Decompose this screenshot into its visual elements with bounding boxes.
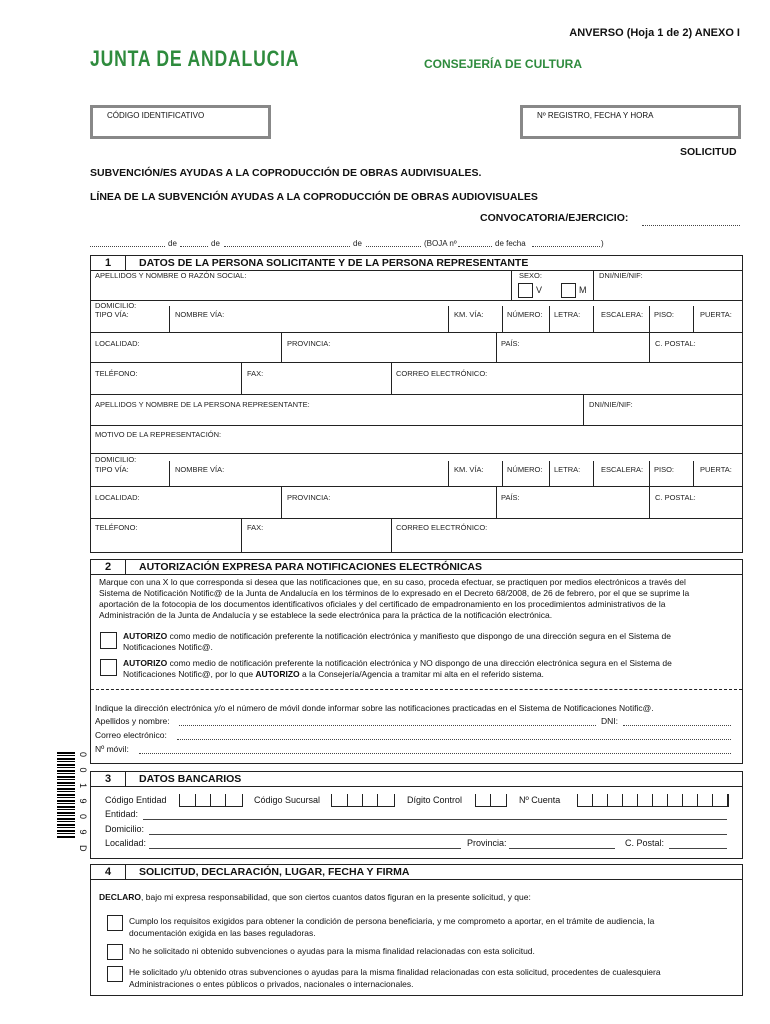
label-telefono: TELÉFONO: (95, 369, 138, 378)
label-rep-piso: PISO: (654, 465, 675, 474)
autorizo-2-checkbox[interactable] (100, 659, 117, 676)
solicitud-label: SOLICITUD (680, 146, 737, 158)
label-rep-letra: LETRA: (554, 465, 581, 474)
boja-date-field[interactable] (532, 246, 600, 247)
section-1 (90, 255, 743, 553)
label-provincia: PROVINCIA: (287, 339, 331, 348)
boja-label: (BOJA nº (424, 239, 457, 248)
section-2-number: 2 (91, 560, 126, 574)
form-title: SUBVENCIÓN/ES AYUDAS A LA COPRODUCCIÓN DE OBRAS AUDIVISUALES. (90, 167, 482, 179)
s2-intro-3: aportación de la fotocopia de los documentos identificativos oficiales y del certificado de empadronamiento en los procedimientos administrativos de la (99, 599, 666, 609)
section-2-title: AUTORIZACIÓN EXPRESA PARA NOTIFICACIONES ELECTRÓNICAS (139, 561, 483, 573)
bank-provincia-field[interactable] (509, 848, 615, 849)
s2-option-1 (123, 631, 671, 642)
label-fax: FAX: (247, 369, 264, 378)
label-rep-dni: DNI/NIE/NIF: (589, 400, 633, 409)
s2-intro-4: Administración de la Junta de Andalucía y se establece la sede electrónica para la práctica de la notificación electrónica. (99, 610, 553, 620)
bank-cuenta-cells[interactable] (577, 794, 729, 807)
label-letra: LETRA: (554, 310, 581, 319)
section-4 (90, 864, 743, 996)
autorizo-word-2: AUTORIZO (123, 658, 168, 668)
bank-entidad-code-label: Código Entidad (105, 795, 167, 805)
s2-intro-1: Marque con una X lo que corresponda si desea que las notificaciones que, en su caso, proceda efectuar, se practiquen por medios electrónicos a través del (99, 577, 686, 587)
label-pais: PAÍS: (501, 339, 520, 348)
label-puerta: PUERTA: (700, 310, 732, 319)
opt2c: a la Consejería/Agencia a tramitar mi alta en el referido sistema. (299, 669, 544, 679)
s2-indique: Indique la dirección electrónica y/o el número de móvil donde informar sobre las notificaciones practicadas en el Sistema de Notificaciones Notific@. (95, 703, 654, 713)
autorizo-word: AUTORIZO (123, 631, 168, 641)
s2-movil-label: Nº móvil: (95, 744, 129, 754)
section-1-number: 1 (91, 256, 126, 270)
label-rep-telefono: TELÉFONO: (95, 523, 138, 532)
bank-provincia-label: Provincia: (467, 838, 507, 848)
codigo-label: CÓDIGO IDENTIFICATIVO (107, 111, 205, 120)
sexo-m-checkbox[interactable] (561, 283, 576, 298)
label-rep-tipo-via: TIPO VÍA: (95, 465, 129, 474)
bank-domicilio-label: Domicilio: (105, 824, 145, 834)
label-piso: PISO: (654, 310, 675, 319)
s2-apellidos-field[interactable] (179, 725, 596, 726)
label-nombre-via: NOMBRE VÍA: (175, 310, 225, 319)
bank-entidad-field[interactable] (143, 819, 727, 820)
bank-sucursal-cells[interactable] (331, 794, 395, 807)
label-rep-pais: PAÍS: (501, 493, 520, 502)
boja-de-3: de (353, 239, 362, 248)
label-cpostal: C. POSTAL: (655, 339, 696, 348)
requisitos-text-2: documentación exigida en las bases reguladoras. (129, 928, 316, 938)
s2-option-2 (123, 658, 672, 669)
no-solicitado-checkbox[interactable] (107, 944, 123, 960)
boja-de-2: de (211, 239, 220, 248)
bank-entidad-label: Entidad: (105, 809, 139, 819)
label-motivo: MOTIVO DE LA REPRESENTACIÓN: (95, 430, 222, 439)
boja-order-field[interactable] (224, 246, 350, 247)
boja-fecha-label: de fecha (495, 239, 526, 248)
declaro-rest: , bajo mi expresa responsabilidad, que son ciertos cuantos datos figuran en la presente solicitud, y que: (141, 892, 531, 902)
declaro-word: DECLARO (99, 892, 142, 902)
section-3-number: 3 (91, 772, 126, 786)
boja-year-field[interactable] (366, 246, 421, 247)
solicitado-text-2: Administraciones o entes públicos o privados, nacionales o internacionales. (129, 979, 414, 989)
s2-intro-2: Sistema de Notificación Notific@ de la Junta de Andalucía en los términos de lo expresado en el Decreto 68/2008, de 26 de febrero, por el que se suprime la (99, 588, 690, 598)
label-rep-provincia: PROVINCIA: (287, 493, 331, 502)
bank-digito-cells[interactable] (475, 794, 507, 807)
boja-day-field[interactable] (90, 246, 165, 247)
bank-cpostal-field[interactable] (669, 848, 727, 849)
label-rep-escalera: ESCALERA: (601, 465, 644, 474)
label-tipo-via: TIPO VÍA: (95, 310, 129, 319)
autorizo-word-3: AUTORIZO (255, 669, 300, 679)
boja-number-field[interactable] (458, 246, 492, 247)
label-rep-correo: CORREO ELECTRÓNICO: (396, 523, 488, 532)
label-rep-fax: FAX: (247, 523, 264, 532)
label-domicilio: DOMICILIO: (95, 301, 137, 310)
opt1a: como medio de notificación preferente la notificación electrónica y manifiesto que dispongo de una dirección segura en el Sistema de (167, 631, 671, 641)
label-rep-localidad: LOCALIDAD: (95, 493, 140, 502)
boja-month-field[interactable] (180, 246, 208, 247)
opt2a: como medio de notificación preferente la notificación electrónica y NO dispongo de una dirección electrónica segura en el Sistema de (167, 658, 672, 668)
bank-cuenta-label: Nº Cuenta (519, 795, 561, 805)
label-km: KM. VÍA: (454, 310, 484, 319)
label-dni: DNI/NIE/NIF: (599, 271, 643, 280)
boja-de-1: de (168, 239, 177, 248)
section-3-title: DATOS BANCARIOS (139, 773, 242, 785)
label-sexo: SEXO: (519, 271, 542, 280)
label-apellidos: APELLIDOS Y NOMBRE O RAZÓN SOCIAL: (95, 271, 247, 280)
declaro-text (99, 892, 531, 903)
label-sexo-m: M (579, 285, 587, 295)
label-rep-nombre-via: NOMBRE VÍA: (175, 465, 225, 474)
s2-option-1b: Notificaciones Notific@. (123, 642, 213, 652)
consejeria-name: CONSEJERÍA DE CULTURA (424, 57, 583, 71)
label-rep-cpostal: C. POSTAL: (655, 493, 696, 502)
sheet-indicator: ANVERSO (Hoja 1 de 2) ANEXO I (569, 27, 740, 39)
section-1-title: DATOS DE LA PERSONA SOLICITANTE Y DE LA PERSONA REPRESENTANTE (139, 257, 529, 269)
s2-movil-field[interactable] (139, 753, 731, 754)
label-rep-numero: NÚMERO: (507, 465, 543, 474)
s2-apellidos-label: Apellidos y nombre: (95, 716, 170, 726)
s2-correo-label: Correo electrónico: (95, 730, 167, 740)
registro-box[interactable] (520, 105, 741, 139)
convocatoria-field[interactable] (642, 225, 740, 226)
requisitos-checkbox[interactable] (107, 915, 123, 931)
no-solicitado-text: No he solicitado ni obtenido subvenciones o ayudas para la misma finalidad relacionadas con esta solicitud. (129, 946, 535, 956)
opt2b: Notificaciones Notific@, por lo que (123, 669, 256, 679)
solicitado-text-1: He solicitado y/u obtenido otras subvenciones o ayudas para la misma finalidad relacionadas con esta solicitud, procedentes de cualesquiera (129, 967, 661, 977)
solicitado-checkbox[interactable] (107, 966, 123, 982)
s2-dni-label: DNI: (601, 716, 618, 726)
bank-digito-label: Dígito Control (407, 795, 463, 805)
registro-label: Nº REGISTRO, FECHA Y HORA (537, 111, 654, 120)
bank-domicilio-field[interactable] (149, 834, 727, 835)
label-sexo-v: V (536, 285, 543, 295)
s2-correo-field[interactable] (177, 739, 731, 740)
label-correo: CORREO ELECTRÓNICO: (396, 369, 488, 378)
s2-option-2b (123, 669, 544, 680)
junta-logo: JUNTA DE ANDALUCIA (90, 46, 300, 71)
autorizo-1-checkbox[interactable] (100, 632, 117, 649)
label-rep-domicilio: DOMICILIO: (95, 455, 137, 464)
convocatoria-label: CONVOCATORIA/EJERCICIO: (480, 212, 629, 224)
label-rep-km: KM. VÍA: (454, 465, 484, 474)
label-numero: NÚMERO: (507, 310, 543, 319)
bank-sucursal-label: Código Sucursal (254, 795, 321, 805)
section-3 (90, 771, 743, 859)
boja-close: ) (601, 239, 604, 248)
bank-localidad-label: Localidad: (105, 838, 147, 848)
label-localidad: LOCALIDAD: (95, 339, 140, 348)
section-2 (90, 559, 743, 764)
sexo-v-checkbox[interactable] (518, 283, 533, 298)
bank-entidad-code-cells[interactable] (179, 794, 243, 807)
label-rep-apellidos: APELLIDOS Y NOMBRE DE LA PERSONA REPRESENTANTE: (95, 400, 310, 409)
barcode-text: 0 0 1 9 0 9 D (78, 752, 88, 856)
barcode (57, 752, 75, 838)
section-4-number: 4 (91, 865, 126, 879)
bank-localidad-field[interactable] (149, 848, 461, 849)
requisitos-text-1: Cumplo los requisitos exigidos para obtener la condición de persona beneficiaria, y me comprometo a aportar, en el trámite de audiencia, la (129, 916, 655, 926)
section-4-title: SOLICITUD, DECLARACIÓN, LUGAR, FECHA Y FIRMA (139, 866, 410, 878)
bank-cpostal-label: C. Postal: (625, 838, 665, 848)
label-escalera: ESCALERA: (601, 310, 644, 319)
codigo-box[interactable] (90, 105, 271, 139)
label-rep-puerta: PUERTA: (700, 465, 732, 474)
s2-dni-field[interactable] (623, 725, 731, 726)
form-subtitle: LÍNEA DE LA SUBVENCIÓN AYUDAS A LA COPRODUCCIÓN DE OBRAS AUDIOVISUALES (90, 191, 538, 203)
